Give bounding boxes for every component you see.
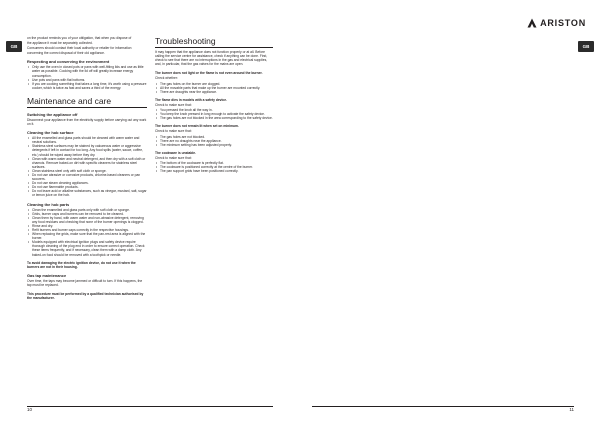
brand-mark-icon <box>527 18 537 28</box>
language-tab: GB <box>578 41 594 52</box>
list-item: • Do not use steam cleaning appliances. <box>32 181 147 185</box>
right-page <box>300 0 600 424</box>
list-item: • Clean stainless steel only with soft cloth or sponge. <box>32 169 147 173</box>
list-item: • The bottom of the cookware is perfectly flat. <box>160 161 273 165</box>
list-item: • Only use the oven in closed pots or pans with well-fitting lids and use as little water as possible. Cooking with the lid off will greatly increase energy consumption. <box>32 65 147 77</box>
ariston-logo <box>527 18 586 28</box>
intro-line: the appliance it must be separately collected. <box>27 41 93 46</box>
list-item: • Stainless steel surfaces may be stained by calcareous water or aggressive detergents if left in contact for too long. Any food spills (water, sauce, coffee, etc.) should be wiped away before they dry. <box>32 144 147 156</box>
middle-column <box>155 36 273 173</box>
list-item: • The cookware is positioned correctly at the centre of the burner. <box>160 165 273 169</box>
problem-check: Check to make sure that: <box>155 129 192 134</box>
problem-check: Check to make sure that: <box>155 102 192 107</box>
list-item: • The gas holes are not blocked. <box>160 135 273 139</box>
problem-list <box>155 135 273 147</box>
list-item: • The gas holes are not blocked in the area corresponding to the safety device. <box>160 116 273 120</box>
troubleshooting-title: Troubleshooting <box>155 36 273 48</box>
list-item: • The gas holes on the burner are clogged. <box>160 82 273 86</box>
list-item: • All the enamelled and glass parts should be cleaned with warm water and neutral solutions. <box>32 136 147 144</box>
troubleshooting-intro: It may happen that the appliance does not function properly or at all. Before calling the service centre for assistance, check if anything can be done. First, check to see that there are no interruptions in the gas and electrical supplies, and, in particular, that the gas valves for the mains are open. <box>155 50 268 67</box>
problem-list <box>155 82 273 94</box>
page-number: 10 <box>27 407 33 412</box>
list-item: • All the movable parts that make up the burner are mounted correctly. <box>160 86 273 90</box>
list-item: • There are draughts near the appliance. <box>160 90 273 94</box>
list-item: • Use pots and pans with flat bottoms. <box>32 78 147 82</box>
switching-heading: Switching the appliance off <box>27 111 78 117</box>
list-item: • When replacing the grids, make sure that the pan-rest area is aligned with the burner. <box>32 232 147 240</box>
intro-line: on the product reminds you of your obligation, that when you dispose of <box>27 36 132 40</box>
problem-list <box>155 161 273 173</box>
intro-text <box>27 36 147 55</box>
list-item: • Clean with warm water and neutral detergent, and then dry with a soft cloth or chamois. Remove baked-on dirt with specific cleaners for stainless steel surfaces. <box>32 157 147 169</box>
gas-tap-text: Over time, the taps may become jammed or difficult to turn. If this happens, the tap must be replaced. <box>27 278 143 287</box>
hob-parts-list <box>27 208 147 257</box>
list-item: • Do not use flammable products. <box>32 185 147 189</box>
page-number: 11 <box>569 407 574 412</box>
list-item: • Models equipped with electrical ignition plugs and safety device require thorough cleaning of the plug end in order to ensure correct operation. Check these items frequently, and if necessary, clean them with a damp cloth. Any baked-on food should be removed with a toothpick or needle. <box>32 240 147 256</box>
problem-check: Check to make sure that: <box>155 155 192 160</box>
list-item: • You keep the knob pressed in long enough to activate the safety device. <box>160 112 273 116</box>
footer-rule <box>27 406 273 407</box>
list-item: • Rinse and dry. <box>32 224 147 228</box>
problem-title: The cookware is unstable. <box>155 150 197 155</box>
respecting-list <box>27 65 147 90</box>
respecting-heading: Respecting and conserving the environment <box>27 59 110 65</box>
intro-line: concerning the correct disposal of their old appliance. <box>27 51 105 56</box>
footer-rule <box>312 406 574 407</box>
list-item: • There are no draughts near the appliance. <box>160 139 273 143</box>
language-tab: GB <box>6 41 22 52</box>
gas-tap-heading: Gas tap maintenance <box>27 272 67 278</box>
list-item: • Do not leave acid or alkaline substances, such as vinegar, mustard, salt, sugar or lemon juice on the hob. <box>32 189 147 197</box>
cleaning-heading: Cleaning the hob surface <box>27 130 74 136</box>
list-item: • Grids, burner caps and burners can be removed to be cleaned. <box>32 212 147 216</box>
problem-title: The flame dies in models with a safety device. <box>155 97 228 102</box>
list-item: • You pressed the knob all the way in. <box>160 108 273 112</box>
problem-title: The burner does not light or the flame is not even around the burner. <box>155 71 263 76</box>
switching-text: Disconnect your appliance from the electricity supply before carrying out any work on it. <box>27 117 147 127</box>
hob-parts-heading: Cleaning the hob parts <box>27 201 70 207</box>
intro-line: Consumers should contact their local authority or retailer for information <box>27 46 132 51</box>
list-item: • Refit burners and burner caps correctly in the respective housings. <box>32 228 147 232</box>
list-item: • Clean the enamelled and glass parts only with soft cloth or sponge. <box>32 208 147 212</box>
problem-title: The burner does not remain lit when set on minimum. <box>155 124 239 129</box>
logo-text: ARISTON <box>540 18 586 28</box>
ignition-warning: To avoid damaging the electric ignition device, do not use it when the burners are not in their housing. <box>27 260 136 269</box>
left-column <box>27 36 147 301</box>
problem-list <box>155 108 273 120</box>
list-item: • The minimum setting has been adjusted properly. <box>160 143 273 147</box>
cleaning-list <box>27 136 147 197</box>
list-item: • Clean them by hand, with warm water and non-abrasive detergent, removing any food residues and checking that none of the burner openings is clogged. <box>32 216 147 224</box>
problem-check: Check whether: <box>155 76 178 81</box>
maintenance-title: Maintenance and care <box>27 96 147 108</box>
gas-tap-note: This procedure must be performed by a qualified technician authorised by the manufacturer. <box>27 292 144 301</box>
list-item: • Do not use abrasive or corrosive products, chlorine-based cleaners or pan scourers. <box>32 173 147 181</box>
list-item: • The pan support grids have been positioned correctly. <box>160 169 273 173</box>
list-item: • If you are cooking something that takes a long time, it's worth using a pressure cooker, which is twice as fast and saves a third of the energy. <box>32 82 147 90</box>
